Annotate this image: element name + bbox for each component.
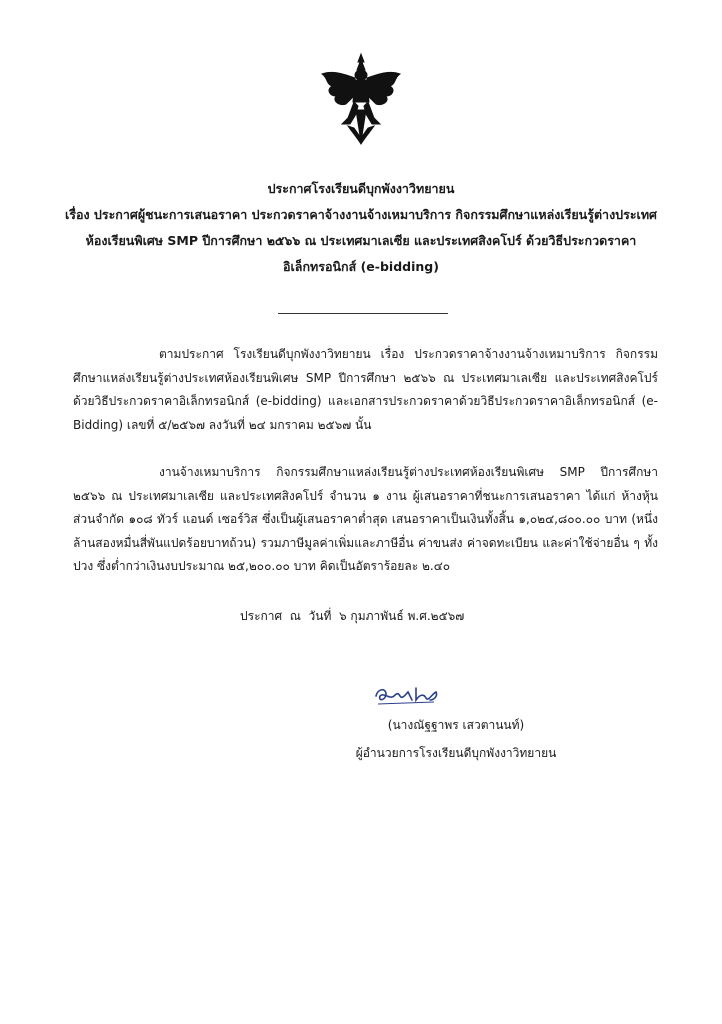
garuda-emblem-icon: [318, 52, 404, 148]
header-subject-line1: เรื่อง ประกาศผู้ชนะการเสนอราคา ประกวดราคาจ้างงานจ้างเหมาบริการ กิจกรรมศึกษาแหล่งเรียนรู้ต่างประเทศ: [64, 207, 657, 222]
header-title: ประกาศโรงเรียนดีบุกพังงาวิทยายน: [267, 181, 455, 196]
divider-line: [278, 313, 448, 314]
header-subject-line3: อิเล็กทรอนิกส์ (e-bidding): [283, 259, 439, 274]
header-subject-line2: ห้องเรียนพิเศษ SMP ปีการศึกษา ๒๕๖๖ ณ ประเทศมาเลเซีย และประเทศสิงคโปร์ ด้วยวิธีประกวดราคา: [85, 233, 637, 248]
announce-date: ประกาศ ณ วันที่ ๖ กุมภาพันธ์ พ.ศ.๒๕๖๗: [240, 609, 465, 623]
signer-position: ผู้อำนวยการโรงเรียนดีบุกพังงาวิทยายน: [355, 746, 557, 760]
body-paragraph-2: งานจ้างเหมาบริการ กิจกรรมศึกษาแหล่งเรียนรู้ต่างประเทศห้องเรียนพิเศษ SMP ปีการศึกษา ๒๕๖๖ ณ ประเทศมาเลเซีย และประเทศสิงคโปร์ จำนวน ๑ งาน ผู้เสนอราคาที่ชนะการเสนอราคา ได้แก่ ห้างหุ้นส่วนจำกัด ๑๐๘ ทัวร์ แอนด์ เซอร์วิส ซึ่งเป็นผู้เสนอราคาต่ำสุด เสนอราคาเป็นเงินทั้งสิ้น ๑,๐๒๔,๘๐๐.๐๐ บาท (หนึ่งล้านสองหมื่นสี่พันแปดร้อยบาทถ้วน) รวมภาษีมูลค่าเพิ่มและภาษีอื่น ค่าขนส่ง ค่าจดทะเบียน และค่าใช้จ่ายอื่น ๆ ทั้งปวง ซึ่งต่ำกว่าเงินงบประมาณ ๒๕,๒๐๐.๐๐ บาท คิดเป็นอัตราร้อยละ ๒.๔๐: [73, 465, 658, 574]
signature-icon: [372, 682, 442, 708]
body-paragraph-1: ตามประกาศ โรงเรียนดีบุกพังงาวิทยายน เรื่อง ประกวดราคาจ้างงานจ้างเหมาบริการ กิจกรรมศึกษาแหล่งเรียนรู้ต่างประเทศห้องเรียนพิเศษ SMP ปีการศึกษา ๒๕๖๖ ณ ประเทศมาเลเซีย และประเทศสิงคโปร์ ด้วยวิธีประกวดราคาอิเล็กทรอนิกส์ (e-bidding) และเอกสารประกวดราคาด้วยวิธีประกวดราคาอิเล็กทรอนิกส์ (e-Bidding) เลขที่ ๕/๒๕๖๗ ลงวันที่ ๒๔ มกราคม ๒๕๖๗ นั้น: [73, 347, 658, 432]
signer-name: (นางณัฐฐาพร เสวตานนท์): [387, 718, 525, 732]
